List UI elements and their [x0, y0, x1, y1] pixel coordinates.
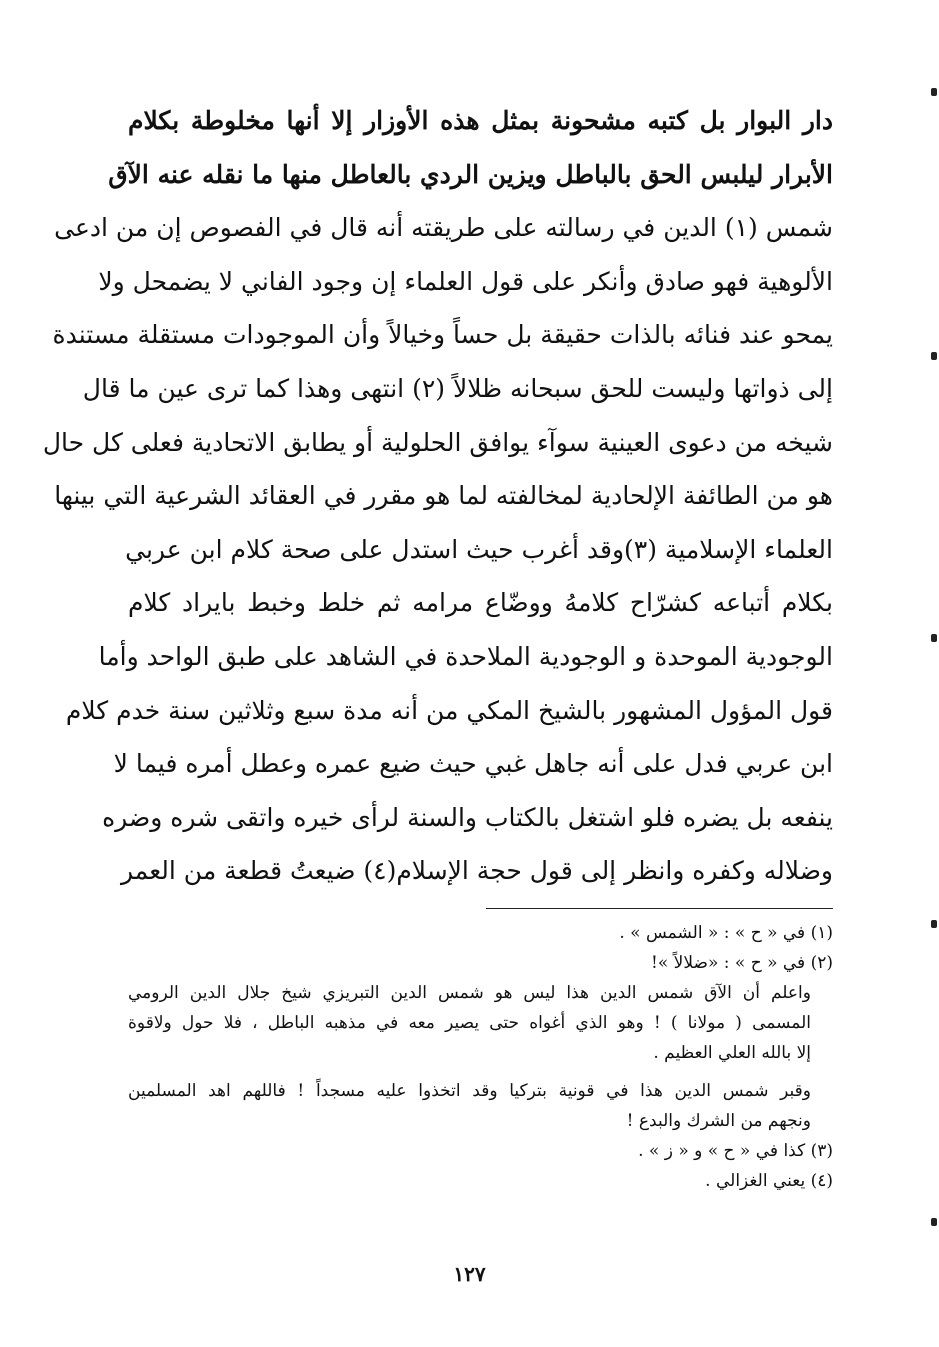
text-line: إلى ذواتها وليست للحق سبحانه ظلالاً (٢) انتهى وهذا كما ترى عين ما قال	[82, 373, 833, 403]
footnote-2: (٢) في « ح » : «ضلالاً »!	[651, 953, 833, 973]
margin-mark	[931, 352, 937, 360]
text-line: ابن عربي فدل على أنه جاهل غبي حيث ضيع عمره وعطل أمره فيما لا	[113, 749, 833, 779]
footnote-1: (١) في « ح » : « الشمس » .	[619, 923, 833, 943]
footnote-2-note-line: إلا بالله العلي العظيم .	[653, 1043, 811, 1063]
text-line: وضلاله وكفره وانظر إلى قول حجة الإسلام(٤) ضيعتُ قطعة من العمر	[120, 856, 833, 886]
text-line: هو من الطائفة الإلحادية لمخالفته لما هو مقرر في العقائد الشرعية التي بينها	[54, 481, 833, 511]
text-line: العلماء الإسلامية (٣)وقد أغرب حيث استدل على صحة كلام ابن عربي	[125, 534, 833, 564]
text-line: شيخه من دعوى العينية سوآء يوافق الحلولية أو يطابق الاتحادية فعلى كل حال	[42, 427, 833, 457]
margin-mark	[931, 920, 937, 928]
text-line: الوجودية الموحدة و الوجودية الملاحدة في الشاهد على طبق الواحد وأما	[98, 641, 833, 671]
margin-mark	[931, 88, 937, 96]
text-line: يمحو عند فنائه بالذات حقيقة بل حساً وخيالاً وأن الموجودات مستقلة مستندة	[52, 320, 833, 350]
footnote-separator-rule	[486, 908, 833, 909]
text-line: دار البوار بل كتبه مشحونة بمثل هذه الأوزار إلا أنها مخلوطة بكلام	[128, 106, 833, 135]
footnote-2-note-line: ونجهم من الشرك والبدع !	[626, 1111, 811, 1131]
footnote-4: (٤) يعني الغزالي .	[705, 1171, 833, 1191]
text-line: قول المؤول المشهور بالشيخ المكي من أنه مدة سبع وثلاثين سنة خدم كلام	[65, 695, 833, 725]
footnote-3: (٣) كذا في « ح » و « ز » .	[638, 1141, 833, 1161]
page-number: ١٢٧	[453, 1262, 486, 1286]
text-line: ينفعه بل يضره فلو اشتغل بالكتاب والسنة لرأى خيره واتقى شره وضره	[102, 802, 833, 832]
text-line: الألوهية فهو صادق وأنكر على قول العلماء إن وجود الفاني لا يضمحل ولا	[98, 266, 833, 296]
footnote-2-note-line: واعلم أن الآق شمس الدين هذا ليس هو شمس الدين التبريزي شيخ جلال الدين الرومي	[128, 983, 811, 1003]
footnote-2-note-line: المسمى ( مولانا ) ! وهو الذي أغواه حتى يصير معه في مذهبه الباطل ، فلا حول ولاقوة	[128, 1013, 811, 1033]
footnote-gap	[128, 1068, 833, 1076]
footnote-2-note-line: وقبر شمس الدين هذا في قونية بتركيا وقد اتخذوا عليه مسجداً ! فاللهم اهد المسلمين	[128, 1081, 811, 1101]
main-text-block	[42, 94, 833, 898]
footnotes-block	[128, 918, 833, 1196]
text-line: شمس (١) الدين في رسالته على طريقته أنه قال في الفصوص إن من ادعى	[54, 213, 833, 243]
margin-mark	[931, 634, 937, 642]
margin-mark	[931, 1218, 937, 1226]
text-line: الأبرار ليلبس الحق بالباطل ويزين الردي بالعاطل منها ما نقله عنه الآق	[108, 159, 833, 189]
text-line: بكلام أتباعه كشرّاح كلامهُ ووضّاع مرامه ثم خلط وخبط بايراد كلام	[128, 588, 833, 618]
